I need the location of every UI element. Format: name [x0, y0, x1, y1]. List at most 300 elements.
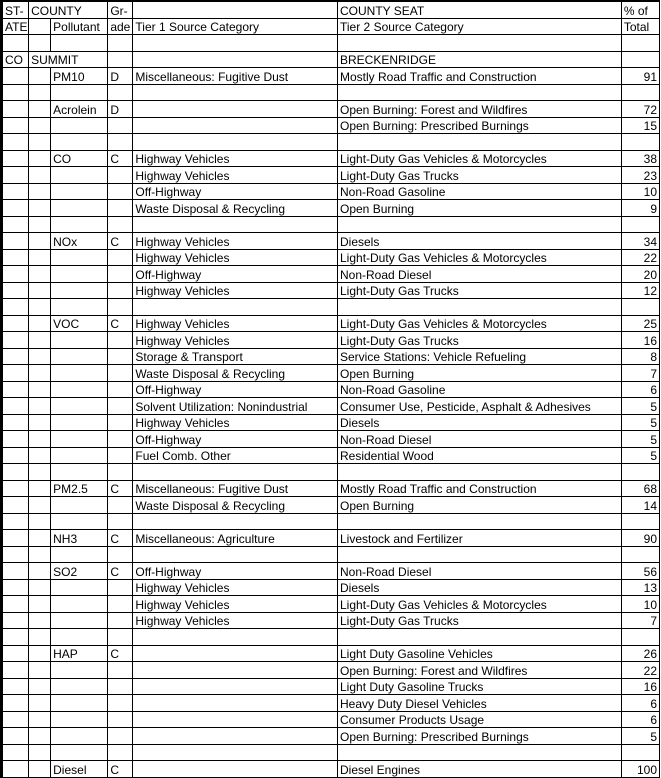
grade-cell	[108, 497, 133, 514]
pollutant-cell: NOx	[51, 233, 108, 250]
tier2-cell: Light-Duty Gas Vehicles & Motorcycles	[338, 315, 622, 332]
table-row	[2, 233, 660, 250]
location-row	[2, 51, 660, 68]
county-cell	[29, 332, 51, 349]
tier2-cell: Non-Road Diesel	[338, 563, 622, 580]
tier2-cell: Light Duty Gasoline Trucks	[338, 678, 622, 695]
tier1-cell: Off-Highway	[133, 563, 338, 580]
state-cell	[2, 266, 29, 283]
pollutant-cell	[51, 365, 108, 382]
county-cell	[29, 596, 51, 613]
blank-row	[2, 546, 660, 563]
table-row	[2, 596, 660, 613]
header-tier2: Tier 2 Source Category	[338, 18, 622, 35]
table-row	[2, 711, 660, 728]
state-cell	[2, 497, 29, 514]
tier2-cell: Light-Duty Gas Trucks	[338, 282, 622, 299]
blank-row	[2, 744, 660, 761]
county-cell	[29, 678, 51, 695]
state-cell	[2, 348, 29, 365]
state-cell	[2, 447, 29, 464]
pct-cell: 6	[621, 381, 659, 398]
tier2-cell: Open Burning	[338, 200, 622, 217]
pct-cell: 5	[621, 447, 659, 464]
table-row	[2, 381, 660, 398]
grade-cell	[108, 695, 133, 712]
grade-cell: D	[108, 68, 133, 85]
state-cell	[2, 315, 29, 332]
blank-row	[2, 216, 660, 233]
state-cell	[2, 431, 29, 448]
grade-cell	[108, 365, 133, 382]
header-grade-top: Gr-	[108, 1, 133, 18]
tier1-cell	[133, 695, 338, 712]
tier1-cell	[133, 728, 338, 745]
table-row	[2, 662, 660, 679]
grade-cell: C	[108, 315, 133, 332]
county-cell	[29, 530, 51, 547]
pct-cell: 22	[621, 249, 659, 266]
tier1-cell: Waste Disposal & Recycling	[133, 497, 338, 514]
state-cell	[2, 612, 29, 629]
state-cell	[2, 563, 29, 580]
table-row	[2, 678, 660, 695]
tier2-cell: Open Burning: Prescribed Burnings	[338, 728, 622, 745]
tier1-cell: Solvent Utilization: Nonindustrial	[133, 398, 338, 415]
pollutant-cell	[51, 414, 108, 431]
tier1-cell: Highway Vehicles	[133, 579, 338, 596]
pollutant-cell	[51, 167, 108, 184]
header-pct-bottom: Total	[621, 18, 659, 35]
county-cell	[29, 233, 51, 250]
tier1-cell: Miscellaneous: Fugitive Dust	[133, 68, 338, 85]
pct-cell: 91	[621, 68, 659, 85]
tier2-cell: Residential Wood	[338, 447, 622, 464]
pollutant-cell	[51, 596, 108, 613]
pollutant-cell	[51, 348, 108, 365]
county-cell	[29, 563, 51, 580]
tier1-cell	[133, 101, 338, 118]
table-row	[2, 282, 660, 299]
pct-cell: 100	[621, 761, 659, 778]
grade-cell: C	[108, 233, 133, 250]
tier2-cell: Non-Road Gasoline	[338, 381, 622, 398]
tier2-cell: Open Burning: Forest and Wildfires	[338, 662, 622, 679]
pct-cell: 12	[621, 282, 659, 299]
pollutant-cell	[51, 282, 108, 299]
state-cell	[2, 695, 29, 712]
county-cell	[29, 711, 51, 728]
header-county-seat: COUNTY SEAT	[338, 1, 622, 18]
state-cell	[2, 645, 29, 662]
table-row	[2, 728, 660, 745]
state-cell	[2, 414, 29, 431]
tier1-cell: Fuel Comb. Other	[133, 447, 338, 464]
county-cell: SUMMIT	[29, 51, 108, 68]
state-cell	[2, 167, 29, 184]
state-cell	[2, 761, 29, 778]
tier2-cell: Diesels	[338, 233, 622, 250]
table-row	[2, 563, 660, 580]
state-cell	[2, 150, 29, 167]
header-county: COUNTY	[29, 1, 108, 18]
state-cell	[2, 249, 29, 266]
grade-cell	[108, 447, 133, 464]
pollutant-cell: PM2.5	[51, 480, 108, 497]
grade-cell: C	[108, 563, 133, 580]
county-cell	[29, 612, 51, 629]
tier2-cell: Light-Duty Gas Trucks	[338, 167, 622, 184]
tier2-cell: Livestock and Fertilizer	[338, 530, 622, 547]
county-cell	[29, 266, 51, 283]
pollutant-cell	[51, 332, 108, 349]
county-cell	[29, 200, 51, 217]
tier1-cell: Highway Vehicles	[133, 596, 338, 613]
state-cell	[2, 711, 29, 728]
county-cell	[29, 68, 51, 85]
pct-cell: 56	[621, 563, 659, 580]
county-cell	[29, 282, 51, 299]
pct-cell: 5	[621, 431, 659, 448]
table-row	[2, 579, 660, 596]
tier1-cell: Off-Highway	[133, 381, 338, 398]
grade-cell	[108, 431, 133, 448]
tier1-cell: Storage & Transport	[133, 348, 338, 365]
grade-cell	[108, 381, 133, 398]
pct-cell: 90	[621, 530, 659, 547]
tier2-cell: Service Stations: Vehicle Refueling	[338, 348, 622, 365]
grade-cell	[108, 596, 133, 613]
grade-cell: D	[108, 101, 133, 118]
county-cell	[29, 167, 51, 184]
state-cell	[2, 68, 29, 85]
grade-cell	[108, 662, 133, 679]
pct-cell: 23	[621, 167, 659, 184]
pct-cell: 20	[621, 266, 659, 283]
state-cell	[2, 662, 29, 679]
tier2-cell: Light Duty Gasoline Vehicles	[338, 645, 622, 662]
pct-cell: 34	[621, 233, 659, 250]
pollutant-cell: PM10	[51, 68, 108, 85]
pct-cell: 5	[621, 398, 659, 415]
state-cell	[2, 678, 29, 695]
table-row	[2, 480, 660, 497]
header-state-top: ST-	[2, 1, 29, 18]
state-cell	[2, 365, 29, 382]
header-state-bottom: ATE	[2, 18, 29, 35]
tier2-cell: Diesels	[338, 579, 622, 596]
tier2-cell: Diesels	[338, 414, 622, 431]
county-cell	[29, 398, 51, 415]
tier2-cell: Non-Road Gasoline	[338, 183, 622, 200]
tier1-cell: Highway Vehicles	[133, 282, 338, 299]
sheet-body	[2, 1, 660, 777]
tier2-cell: Light-Duty Gas Vehicles & Motorcycles	[338, 249, 622, 266]
county-cell	[29, 431, 51, 448]
table-row	[2, 431, 660, 448]
header-grade-bottom: ade	[108, 18, 133, 35]
tier2-cell: Light-Duty Gas Trucks	[338, 612, 622, 629]
tier1-cell: Highway Vehicles	[133, 249, 338, 266]
pollutant-cell	[51, 447, 108, 464]
tier1-cell: Highway Vehicles	[133, 332, 338, 349]
state-cell	[2, 728, 29, 745]
county-cell	[29, 183, 51, 200]
pct-cell: 72	[621, 101, 659, 118]
pollutant-cell	[51, 662, 108, 679]
state-cell	[2, 381, 29, 398]
table-row	[2, 249, 660, 266]
state-cell	[2, 579, 29, 596]
tier1-cell: Off-Highway	[133, 431, 338, 448]
table-row	[2, 645, 660, 662]
pct-cell: 26	[621, 645, 659, 662]
table-row	[2, 68, 660, 85]
state-cell	[2, 282, 29, 299]
table-row	[2, 612, 660, 629]
county-cell	[29, 381, 51, 398]
county-cell	[29, 579, 51, 596]
pct-cell: 6	[621, 695, 659, 712]
pollutant-cell: Diesel	[51, 761, 108, 778]
tier2-cell: Open Burning: Prescribed Burnings	[338, 117, 622, 134]
pollutant-cell: VOC	[51, 315, 108, 332]
pollutant-cell: HAP	[51, 645, 108, 662]
state-cell	[2, 233, 29, 250]
tier1-cell	[133, 761, 338, 778]
table-row	[2, 447, 660, 464]
table-row	[2, 365, 660, 382]
county-cell	[29, 249, 51, 266]
blank-row	[2, 629, 660, 646]
county-cell	[29, 150, 51, 167]
table-row	[2, 761, 660, 778]
pct-cell: 9	[621, 200, 659, 217]
grade-cell: C	[108, 530, 133, 547]
header-pct-top: % of	[621, 1, 659, 18]
state-cell	[2, 398, 29, 415]
pollutant-cell	[51, 695, 108, 712]
pct-cell: 14	[621, 497, 659, 514]
tier1-cell: Miscellaneous: Agriculture	[133, 530, 338, 547]
table-row	[2, 398, 660, 415]
table-row	[2, 332, 660, 349]
county-cell	[29, 480, 51, 497]
grade-cell	[108, 728, 133, 745]
tier2-cell: Open Burning: Forest and Wildfires	[338, 101, 622, 118]
table-row	[2, 150, 660, 167]
grade-cell	[108, 612, 133, 629]
table-row	[2, 695, 660, 712]
county-cell	[29, 662, 51, 679]
county-cell	[29, 117, 51, 134]
grade-cell	[108, 348, 133, 365]
county-cell	[29, 761, 51, 778]
state-cell	[2, 101, 29, 118]
grade-cell	[108, 414, 133, 431]
tier1-cell	[133, 117, 338, 134]
tier1-cell: Highway Vehicles	[133, 414, 338, 431]
pct-cell: 22	[621, 662, 659, 679]
grade-cell: C	[108, 480, 133, 497]
state-cell: CO	[2, 51, 29, 68]
blank-row	[2, 299, 660, 316]
blank-row	[2, 35, 660, 52]
blank-row	[2, 464, 660, 481]
grade-cell	[108, 249, 133, 266]
pollutant-cell	[51, 431, 108, 448]
state-cell	[2, 200, 29, 217]
tier2-cell: Consumer Use, Pesticide, Asphalt & Adhesives	[338, 398, 622, 415]
tier1-cell: Waste Disposal & Recycling	[133, 200, 338, 217]
county-cell	[29, 645, 51, 662]
tier2-cell: Mostly Road Traffic and Construction	[338, 68, 622, 85]
blank-row	[2, 134, 660, 151]
tier1-cell	[133, 662, 338, 679]
pct-cell: 16	[621, 678, 659, 695]
grade-cell	[108, 183, 133, 200]
pct-cell: 8	[621, 348, 659, 365]
grade-cell	[108, 167, 133, 184]
pollutant-cell	[51, 711, 108, 728]
tier1-cell	[133, 645, 338, 662]
table-row	[2, 348, 660, 365]
tier1-cell: Highway Vehicles	[133, 233, 338, 250]
grade-cell: C	[108, 761, 133, 778]
county-cell	[29, 348, 51, 365]
tier1-cell	[133, 711, 338, 728]
header-county-blank	[29, 18, 51, 35]
pollutant-cell	[51, 266, 108, 283]
pct-cell: 15	[621, 117, 659, 134]
county-cell	[29, 101, 51, 118]
pollutant-cell	[51, 117, 108, 134]
grade-cell	[108, 200, 133, 217]
county-seat-cell: BRECKENRIDGE	[338, 51, 622, 68]
tier2-cell: Heavy Duty Diesel Vehicles	[338, 695, 622, 712]
grade-cell	[108, 332, 133, 349]
blank-row	[2, 84, 660, 101]
grade-cell	[108, 678, 133, 695]
pct-cell: 10	[621, 596, 659, 613]
pct-cell: 7	[621, 612, 659, 629]
pct-cell: 25	[621, 315, 659, 332]
tier2-cell: Open Burning	[338, 365, 622, 382]
pct-cell: 5	[621, 414, 659, 431]
pollutant-cell	[51, 200, 108, 217]
table-row	[2, 183, 660, 200]
state-cell	[2, 596, 29, 613]
county-cell	[29, 497, 51, 514]
pollutant-cell: SO2	[51, 563, 108, 580]
tier2-cell: Light-Duty Gas Vehicles & Motorcycles	[338, 150, 622, 167]
header-row-1	[2, 1, 660, 18]
tier2-cell: Light-Duty Gas Trucks	[338, 332, 622, 349]
tier1-cell: Highway Vehicles	[133, 150, 338, 167]
pct-cell: 6	[621, 711, 659, 728]
tier1-cell	[133, 678, 338, 695]
pollutant-cell	[51, 183, 108, 200]
tier1-cell: Off-Highway	[133, 183, 338, 200]
state-cell	[2, 332, 29, 349]
table-row	[2, 315, 660, 332]
table-row	[2, 497, 660, 514]
header-tier1-top	[133, 1, 338, 18]
county-cell	[29, 365, 51, 382]
header-tier1: Tier 1 Source Category	[133, 18, 338, 35]
tier2-cell: Open Burning	[338, 497, 622, 514]
table-row	[2, 414, 660, 431]
pollutant-cell	[51, 728, 108, 745]
county-cell	[29, 695, 51, 712]
tier2-cell: Consumer Products Usage	[338, 711, 622, 728]
grade-cell	[108, 398, 133, 415]
tier2-cell: Non-Road Diesel	[338, 431, 622, 448]
pollutant-cell	[51, 381, 108, 398]
pct-cell: 5	[621, 728, 659, 745]
header-row-2	[2, 18, 660, 35]
pollutant-cell	[51, 579, 108, 596]
table-row	[2, 167, 660, 184]
pollutant-cell: CO	[51, 150, 108, 167]
tier1-cell: Off-Highway	[133, 266, 338, 283]
county-cell	[29, 315, 51, 332]
grade-cell	[108, 579, 133, 596]
tier1-cell: Waste Disposal & Recycling	[133, 365, 338, 382]
table-row	[2, 117, 660, 134]
pollutant-cell	[51, 497, 108, 514]
tier2-cell: Mostly Road Traffic and Construction	[338, 480, 622, 497]
grade-cell	[108, 117, 133, 134]
blank-row	[2, 513, 660, 530]
tier1-cell: Miscellaneous: Fugitive Dust	[133, 480, 338, 497]
pollutant-cell	[51, 612, 108, 629]
state-cell	[2, 117, 29, 134]
tier1-cell: Highway Vehicles	[133, 315, 338, 332]
table-row	[2, 101, 660, 118]
pct-cell: 13	[621, 579, 659, 596]
state-cell	[2, 183, 29, 200]
tier1-cell: Highway Vehicles	[133, 612, 338, 629]
pollutant-cell: Acrolein	[51, 101, 108, 118]
pollutant-cell	[51, 678, 108, 695]
table-row	[2, 200, 660, 217]
tier1-cell: Highway Vehicles	[133, 167, 338, 184]
pct-cell: 10	[621, 183, 659, 200]
header-pollutant: Pollutant	[51, 18, 108, 35]
county-cell	[29, 447, 51, 464]
grade-cell	[108, 711, 133, 728]
table-row	[2, 266, 660, 283]
pct-cell: 68	[621, 480, 659, 497]
grade-cell: C	[108, 645, 133, 662]
tier2-cell: Light-Duty Gas Vehicles & Motorcycles	[338, 596, 622, 613]
county-cell	[29, 728, 51, 745]
grade-cell	[108, 282, 133, 299]
tier2-cell: Diesel Engines	[338, 761, 622, 778]
grade-cell	[108, 266, 133, 283]
pct-cell: 7	[621, 365, 659, 382]
pct-cell: 38	[621, 150, 659, 167]
state-cell	[2, 480, 29, 497]
pollutant-cell: NH3	[51, 530, 108, 547]
table-row	[2, 530, 660, 547]
grade-cell: C	[108, 150, 133, 167]
state-cell	[2, 530, 29, 547]
tier2-cell: Non-Road Diesel	[338, 266, 622, 283]
pct-cell: 16	[621, 332, 659, 349]
pollutant-cell	[51, 398, 108, 415]
